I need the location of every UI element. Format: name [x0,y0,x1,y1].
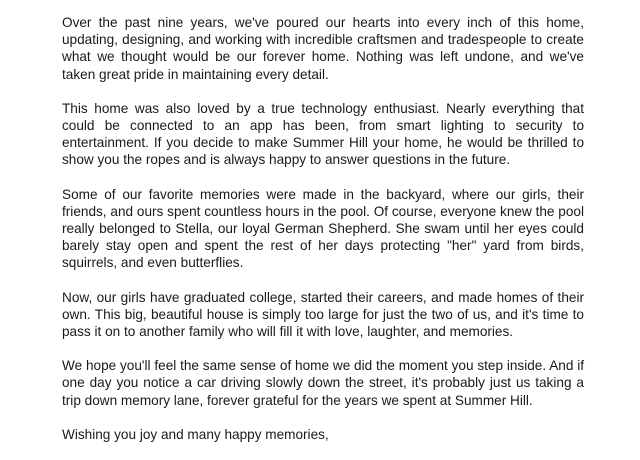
paragraph-sense-of-home: We hope you'll feel the same sense of home we did the moment you step inside. And if one day you notice a car driving slowly down the street, it's probably just us taking a trip down memory lane, forever grateful for the years we spent at Summer Hill. [62,358,584,408]
paragraph-nine-years: Over the past nine years, we've poured our hearts into every inch of this home, updating, designing, and working with incredible craftsmen and tradespeople to create what we thought would be our forever home. Nothing was left undone, and we've taken great pride in maintaining every detail. [62,15,584,82]
paragraph-technology: This home was also loved by a true technology enthusiast. Nearly everything that could be connected to an app has been, from smart lighting to security to entertainment. If you decide to make Summer Hill your home, he would be thrilled to show you the ropes and is always happy to answer questions in the future. [62,100,584,168]
closing-line: Wishing you joy and many happy memories, [62,426,329,442]
paragraph-backyard-memories: Some of our favorite memories were made in the backyard, where our girls, their friends, and ours spent countless hours in the pool. Of course, everyone knew the pool really belonged to Stella, our loyal German Shepherd. She swam until her eyes could barely stay open and spent the rest of her days protecting "her" yard from birds, squirrels, and even butterflies. [62,186,584,271]
paragraph-girls-graduated: Now, our girls have graduated college, started their careers, and made homes of their own. This big, beautiful house is simply too large for just the two of us, and it's time to pass it on to another family who will fill it with love, laughter, and memories. [62,289,584,340]
letter-body [62,14,584,443]
